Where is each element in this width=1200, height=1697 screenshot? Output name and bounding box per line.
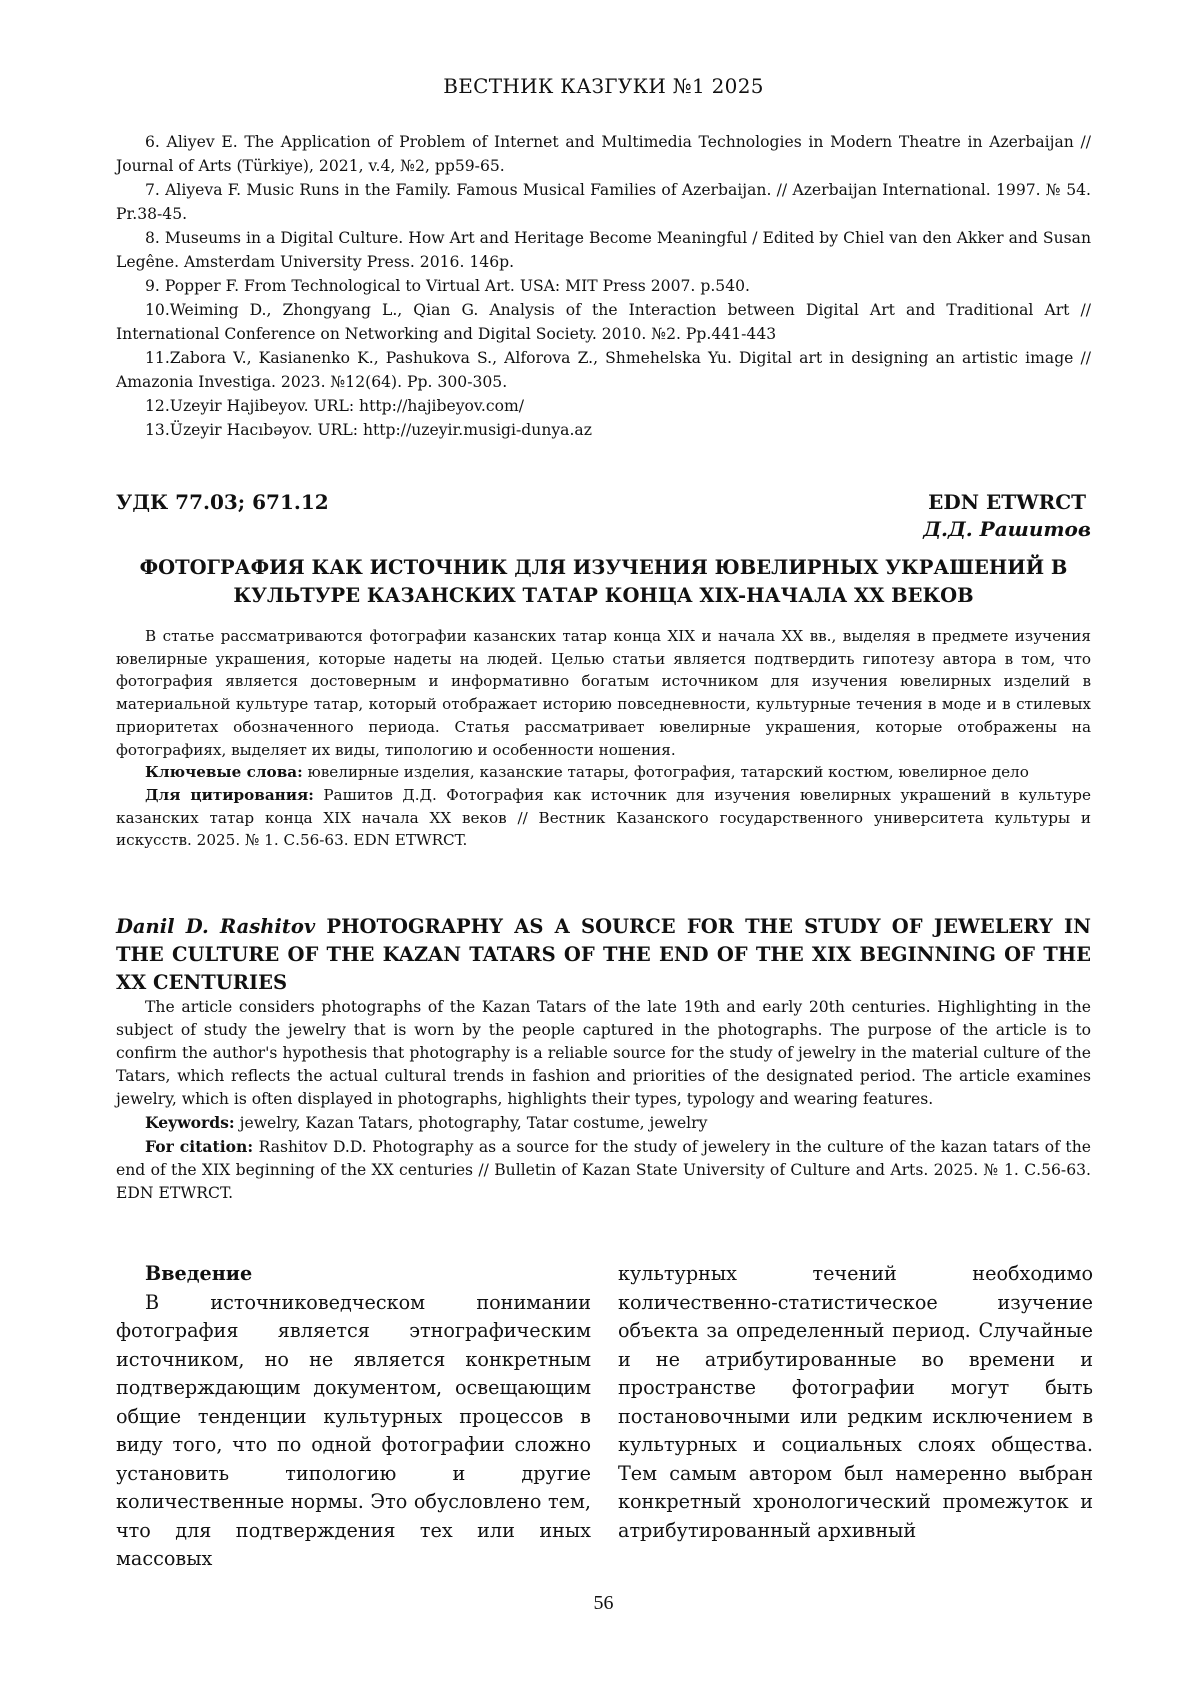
- body-column-right: [618, 1260, 1093, 1545]
- reference-item: 10.Weiming D., Zhongyang L., Qian G. Analysis of the Interaction between Digital Art and Traditional Art // International Conference on Networking and Digital Society. 2010. №2. Pp.441-443: [116, 301, 1091, 343]
- keywords-ru-text: ювелирные изделия, казанские татары, фотография, татарский костюм, ювелирное дело: [302, 763, 1029, 782]
- keywords-en-text: jewelry, Kazan Tatars, photography, Tatar costume, jewelry: [234, 1114, 708, 1132]
- abstract-en-text: The article considers photographs of the Kazan Tatars of the late 19th and early 20th centuries. Highlighting in the subject of study the jewelry that is worn by the people captured in the photographs. The purpose of the article is to confirm the author's hypothesis that photography is a reliable source for the study of jewelry in the material culture of the Tatars, which reflects the actual cultural trends in fashion and priorities of the designated period. The article examines jewelry, which is often displayed in photographs, highlights their types, typology and wearing features.: [116, 998, 1091, 1108]
- keywords-ru-label: Ключевые слова:: [145, 763, 303, 782]
- citation-ru-label: Для цитирования:: [145, 785, 314, 804]
- abstract-en: [116, 996, 1091, 1205]
- abstract-ru-text: В статье рассматриваются фотографии казанских татар конца XIX и начала XX вв., выделяя в предмете изучения ювелирные украшения, которые надеты на людей. Целью статьи является подтвердить гипотезу автора в том, что фотография является достоверным и информативно богатым источником для изучения ювелирных изделий в материальной культуре татар, который отображает историю повседневности, культурные течения в моде и в стилевых приоритетах обозначенного периода. Статья рассматривает ювелирные украшения, которые отображены на фотографиях, выделяет их виды, типологию и особенности ношения.: [116, 627, 1091, 759]
- author-en: Danil D. Rashitov: [116, 915, 316, 938]
- body-column-left: [116, 1260, 591, 1574]
- keywords-en: [116, 1111, 1091, 1135]
- keywords-en-label: Keywords:: [145, 1113, 235, 1132]
- citation-ru: [116, 784, 1091, 852]
- keywords-ru: [116, 761, 1091, 784]
- udk-code: УДК 77.03; 671.12: [116, 490, 329, 514]
- citation-en-text: Rashitov D.D. Photography as a source for the study of jewelery in the culture of the kazan tatars of the end of the XIX beginning of the XX centuries // Bulletin of Kazan State University of Culture and Arts. 2025. № 1. С.56-63. EDN ETWRCT.: [116, 1138, 1091, 1202]
- article-title-en: [116, 913, 1091, 997]
- reference-item: 13.Üzeyir Hacıbəyov. URL: http://uzeyir.musigi-dunya.az: [145, 421, 592, 439]
- section-heading-introduction: Введение: [145, 1262, 253, 1285]
- body-paragraph-right: культурных течений необходимо количественно-статистическое изучение объекта за определенный период. Случайные и не атрибутированные во времени и пространстве фотографии могут быть постановочными или редким исключением в культурных и социальных слоях общества. Тем самым автором был намеренно выбран конкретный хронологический промежуток и атрибутированный архивный: [618, 1262, 1093, 1542]
- citation-en-label: For citation:: [145, 1137, 254, 1156]
- citation-ru-text: Рашитов Д.Д. Фотография как источник для изучения ювелирных украшений в культуре казанских татар конца XIX начала XX веков // Вестник Казанского государственного университета культуры и искусств. 2025. № 1. С.56-63. EDN ETWRCT.: [116, 785, 1092, 850]
- citation-en: [116, 1135, 1091, 1205]
- page-number: 56: [593, 1592, 614, 1614]
- reference-item: 11.Zabora V., Kasianenko K., Pashukova S., Alforova Z., Shmehelska Yu. Digital art in designing an artistic image // Amazonia Investiga. 2023. №12(64). Pp. 300-305.: [116, 349, 1091, 391]
- article-title-ru: ФОТОГРАФИЯ КАК ИСТОЧНИК ДЛЯ ИЗУЧЕНИЯ ЮВЕЛИРНЫХ УКРАШЕНИЙ В КУЛЬТУРЕ КАЗАНСКИХ ТАТАР КОНЦА XIX-НАЧАЛА XX ВЕКОВ: [139, 556, 1068, 607]
- reference-item: 6. Aliyev E. The Application of Problem of Internet and Multimedia Technologies in Modern Theatre in Azerbaijan // Journal of Arts (Türkiye), 2021, v.4, №2, pp59-65.: [116, 133, 1091, 175]
- reference-item: 9. Popper F. From Technological to Virtual Art. USA: MIT Press 2007. p.540.: [145, 277, 751, 295]
- body-paragraph-left: В источниковедческом понимании фотография является этнографическим источником, но не является конкретным подтверждающим документом, освещающим общие тенденции культурных процессов в виду того, что по одной фотографии сложно установить типологию и другие количественные нормы. Это обусловлено тем, что для подтверждения тех или иных массовых: [116, 1290, 591, 1570]
- reference-item: 12.Uzeyir Hajibeyov. URL: http://hajibeyov.com/: [145, 397, 525, 415]
- journal-header: ВЕСТНИК КАЗГУКИ №1 2025: [443, 74, 764, 98]
- author-ru: Д.Д. Рашитов: [923, 517, 1091, 541]
- reference-item: 8. Museums in a Digital Culture. How Art and Heritage Become Meaningful / Edited by Chiel van den Akker and Susan Legêne. Amsterdam University Press. 2016. 146p.: [116, 229, 1091, 271]
- edn-code: EDN ETWRCT: [928, 490, 1086, 514]
- title-en-text: PHOTOGRAPHY AS A SOURCE FOR THE STUDY OF JEWELERY IN THE CULTURE OF THE KAZAN TATARS OF THE END OF THE XIX BEGINNING OF THE XX CENTURIES: [116, 915, 1091, 994]
- abstract-ru: [116, 625, 1091, 852]
- reference-list: [116, 130, 1091, 442]
- reference-item: 7. Aliyeva F. Music Runs in the Family. Famous Musical Families of Azerbaijan. // Azerbaijan International. 1997. № 54. Pr.38-45.: [116, 181, 1091, 223]
